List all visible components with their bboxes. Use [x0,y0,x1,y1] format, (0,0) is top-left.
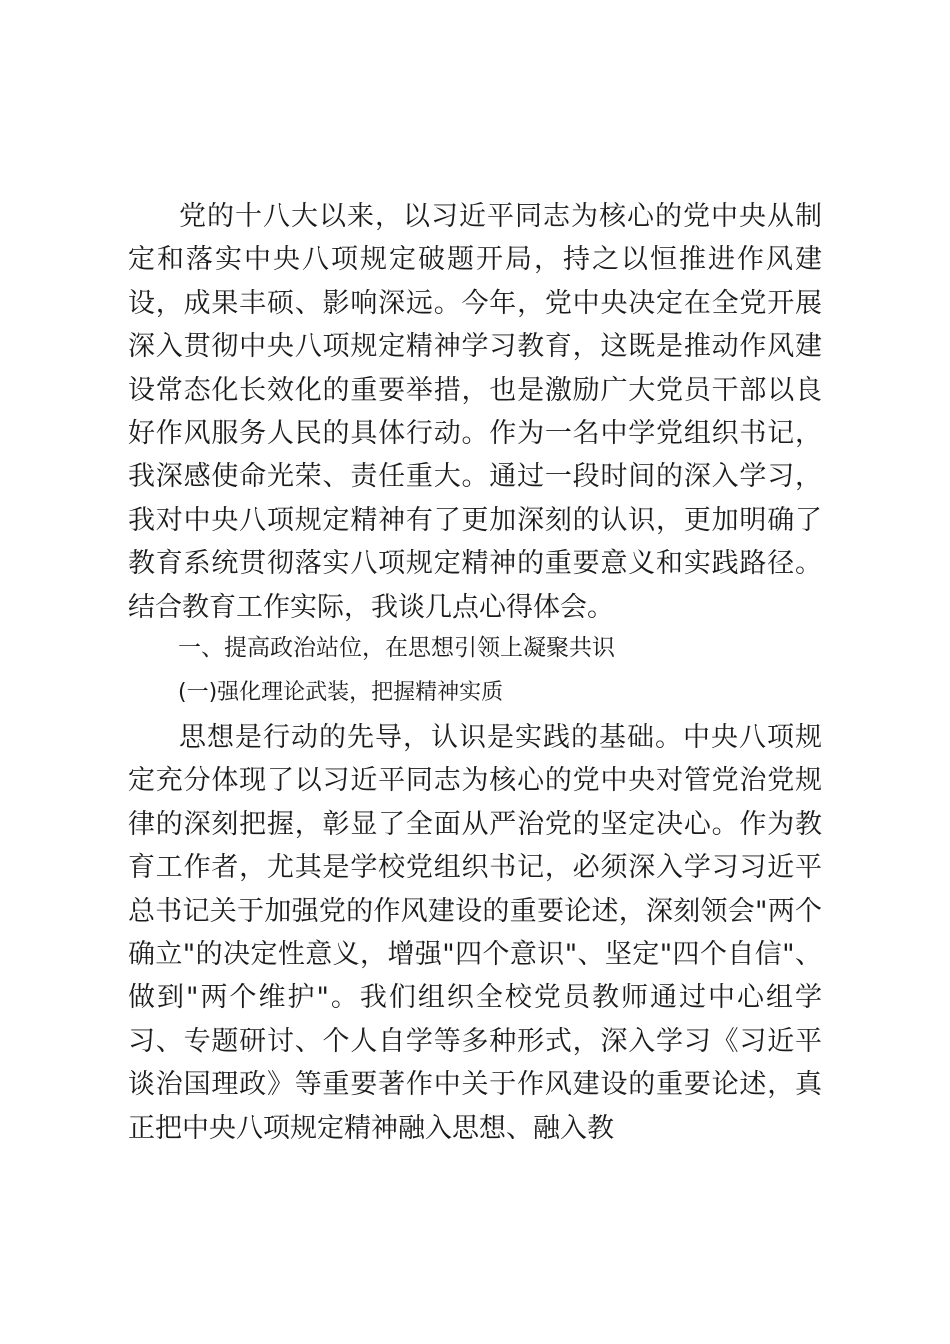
intro-paragraph: 党的十八大以来，以习近平同志为核心的党中央从制定和落实中央八项规定破题开局，持之以恒推进作风建设，成果丰硕、影响深远。今年，党中央决定在全党开展深入贯彻中央八项规定精神学习教育，这既是推动作风建设常态化长效化的重要举措，也是激励广大党员干部以良好作风服务人民的具体行动。作为一名中学党组织书记，我深感使命光荣、责任重大。通过一段时间的深入学习，我对中央八项规定精神有了更加深刻的认识，更加明确了教育系统贯彻落实八项规定精神的重要意义和实践路径。结合教育工作实际，我谈几点心得体会。 [128,201,822,623]
body-paragraph: 思想是行动的先导，认识是实践的基础。中央八项规定充分体现了以习近平同志为核心的党中央对管党治党规律的深刻把握，彰显了全面从严治党的坚定决心。作为教育工作者，尤其是学校党组织书记，必须深入学习习近平总书记关于加强党的作风建设的重要论述，深刻领会"两个确立"的决定性意义，增强"四个意识"、坚定"四个自信"、做到"两个维护"。我们组织全校党员教师通过中心组学习、专题研讨、个人自学等多种形式，深入学习《习近平谈治国理政》等重要著作中关于作风建设的重要论述，真正把中央八项规定精神融入思想、融入教 [128,722,822,1144]
section-heading: 一、提高政治站位，在思想引领上凝聚共识 [178,635,615,661]
subsection-heading: (一)强化理论武装，把握精神实质 [178,680,504,705]
